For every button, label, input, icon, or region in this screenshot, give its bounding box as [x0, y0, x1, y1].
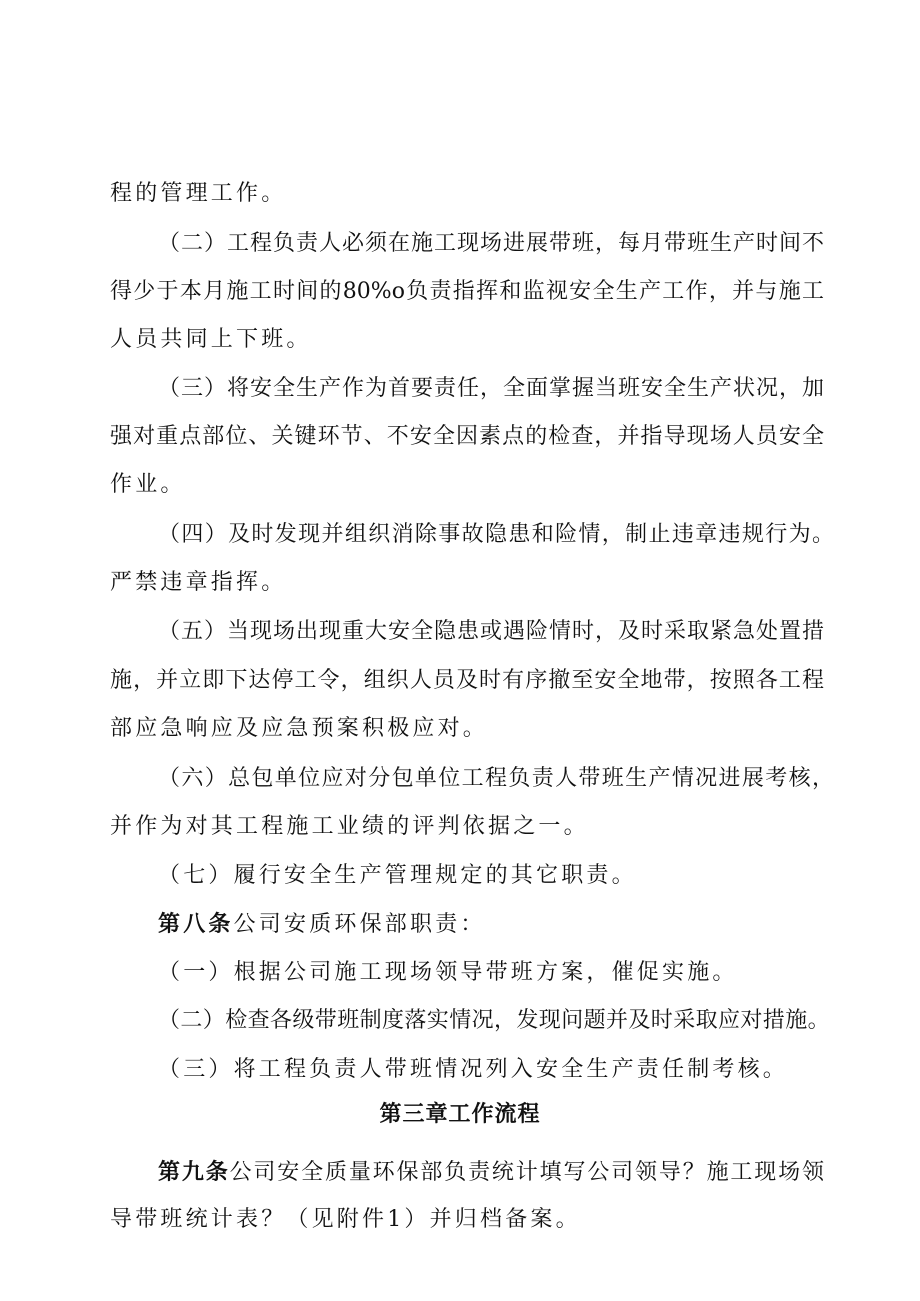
article-number: 第八条: [158, 911, 234, 937]
paragraph-line: （二）检查各级带班制度落实情况，发现问题并及时采取应对措施。: [158, 1008, 831, 1033]
paragraph-line: 作业。: [110, 472, 186, 497]
paragraph-line: 人员共同上下班。: [110, 327, 312, 352]
chapter-heading: 第三章工作流程: [379, 1101, 541, 1127]
article-line: 第九条公司安全质量环保部负责统计填写公司领导？施工现场领: [158, 1159, 824, 1185]
article-line: 第八条公司安质环保部职责：: [158, 911, 486, 937]
paragraph-line: （三）将工程负责人带班情况列入安全生产责任制考核。: [158, 1057, 789, 1082]
paragraph-line: （一）根据公司施工现场领导带班方案，催促实施。: [158, 960, 738, 985]
paragraph-line: 严禁违章指挥。: [110, 570, 287, 595]
paragraph-line: 程的管理工作。: [110, 181, 287, 206]
article-number: 第九条: [158, 1159, 230, 1185]
paragraph-line: 并作为对其工程施工业绩的评判依据之一。: [110, 814, 589, 839]
paragraph-line: （四）及时发现并组织消除事故隐患和险情，制止违章违规行为。: [158, 522, 834, 547]
paragraph-line: 施，并立即下达停工令，组织人员及时有序撤至安全地带，按照各工程: [110, 668, 824, 693]
paragraph-line: （五）当现场出现重大安全隐患或遇险情时，及时采取紧急处置措: [158, 619, 824, 644]
paragraph-line: 得少于本月施工时间的80%o负责指挥和监视安全生产工作，并与施工: [110, 279, 824, 304]
paragraph-line: 部应急响应及应急预案积极应对。: [110, 716, 489, 741]
paragraph-line: 导带班统计表？（见附件1）并归档备案。: [110, 1207, 581, 1232]
paragraph-line: （二）工程负责人必须在施工现场进展带班，每月带班生产时间不: [158, 231, 824, 256]
paragraph-line: （七）履行安全生产管理规定的其它职责。: [158, 863, 637, 888]
paragraph-line: （三）将安全生产作为首要责任，全面掌握当班安全生产状况，加: [158, 376, 824, 401]
paragraph-line: 强对重点部位、关键环节、不安全因素点的检查，并指导现场人员安全: [110, 424, 824, 449]
paragraph-line: （六）总包单位应对分包单位工程负责人带班生产情况进展考核，: [158, 766, 834, 791]
